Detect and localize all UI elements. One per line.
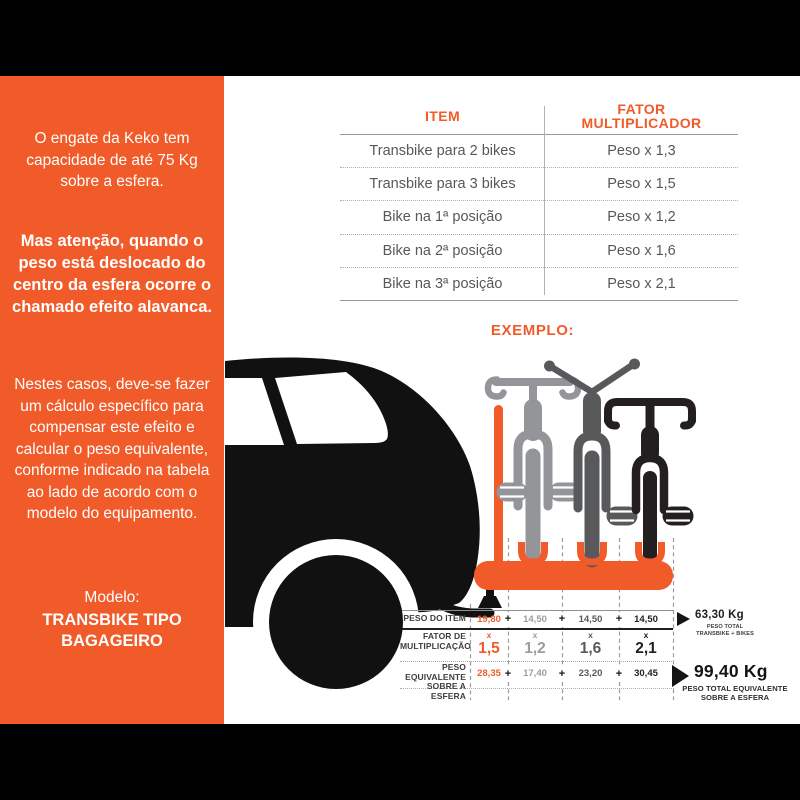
plus-sign: + [555, 667, 569, 681]
total-equiv-label: PESO TOTAL EQUIVALENTE SOBRE A ESFERA [682, 684, 788, 703]
bike-2 [544, 359, 640, 561]
factor-table [340, 98, 738, 301]
table-bottom-line [340, 300, 738, 301]
sidebar-warning-text: Mas atenção, quando o peso está deslocado do centro da esfera ocorre o chamado efeito alavanca. [12, 232, 212, 316]
table-row [340, 234, 738, 267]
table-column-divider [544, 106, 545, 295]
times-sign: x [643, 630, 649, 640]
total-weight-value: 63,30 Kg [695, 609, 744, 621]
times-sign: x [486, 630, 492, 640]
fator-value: 1,2 [524, 640, 546, 657]
plus-sign: + [501, 612, 515, 627]
row-item: Bike na 3ª posição [382, 275, 503, 292]
bike-3 [608, 402, 692, 556]
equiv-value: 17,40 [523, 668, 547, 679]
header-fator-multiplicador: FATOR MULTIPLICADOR [581, 100, 702, 131]
table-row [340, 167, 738, 200]
table-row [340, 134, 738, 167]
plus-sign: + [612, 612, 626, 627]
model-name: TRANSBIKE TIPO BAGAGEIRO [42, 611, 182, 650]
peso-value: 19,80 [477, 614, 501, 625]
row-factor: Peso x 2,1 [607, 275, 676, 292]
equiv-value: 28,35 [477, 668, 501, 679]
exemplo-title: EXEMPLO: [490, 322, 575, 339]
arrow-right-icon [677, 612, 690, 626]
calc-table [400, 604, 674, 704]
row-item: Bike na 1ª posição [382, 209, 503, 226]
peso-value: 14,50 [634, 614, 658, 625]
peso-do-item-label: PESO DO ITEM [403, 613, 466, 623]
row-item: Transbike para 3 bikes [369, 176, 516, 193]
times-sign: x [588, 630, 593, 640]
calc-line-dark [402, 628, 673, 630]
row-factor: Peso x 1,2 [607, 209, 676, 226]
plus-sign: + [501, 667, 515, 681]
model-label: Modelo: [84, 589, 140, 606]
table-row [340, 200, 738, 233]
rack-platform [474, 561, 673, 590]
total-equiv-value: 99,40 Kg [694, 661, 768, 681]
equiv-value: 30,45 [634, 668, 658, 679]
fator-value: 1,5 [478, 640, 500, 657]
row-item: Transbike para 2 bikes [369, 143, 516, 160]
sidebar-intro-text: O engate da Keko tem capacidade de até 75 Kg sobre a esfera. [26, 130, 198, 190]
row-factor: Peso x 1,5 [607, 176, 676, 193]
sidebar [0, 76, 224, 724]
times-sign: x [532, 630, 538, 640]
peso-value: 14,50 [523, 614, 547, 625]
total-weight-label: PESO TOTAL TRANSBIKE + BIKES [696, 624, 754, 637]
equiv-label: PESO EQUIVALENTE SOBRE A ESFERA [405, 662, 466, 701]
table-row [340, 267, 738, 300]
plus-sign: + [555, 612, 569, 627]
fator-value: 2,1 [635, 640, 657, 657]
fator-label: FATOR DE MULTIPLICAÇÃO [400, 631, 472, 651]
peso-value: 14,50 [578, 614, 603, 625]
equiv-value: 23,20 [578, 668, 603, 679]
sidebar-explanation-text: Nestes casos, deve-se fazer um cálculo específico para compensar este efeito e calcular o peso equivalente, conforme indicado na tabela ao lado de acordo com o modelo do equipamento. [14, 376, 210, 522]
plus-sign: + [612, 667, 626, 681]
fator-value: 1,6 [579, 640, 602, 657]
row-item: Bike na 2ª posição [382, 242, 503, 259]
factor-table-header [340, 98, 738, 134]
header-item: ITEM [424, 107, 461, 124]
row-factor: Peso x 1,6 [607, 242, 676, 259]
row-factor: Peso x 1,3 [607, 143, 676, 160]
car-wheel [269, 555, 403, 689]
